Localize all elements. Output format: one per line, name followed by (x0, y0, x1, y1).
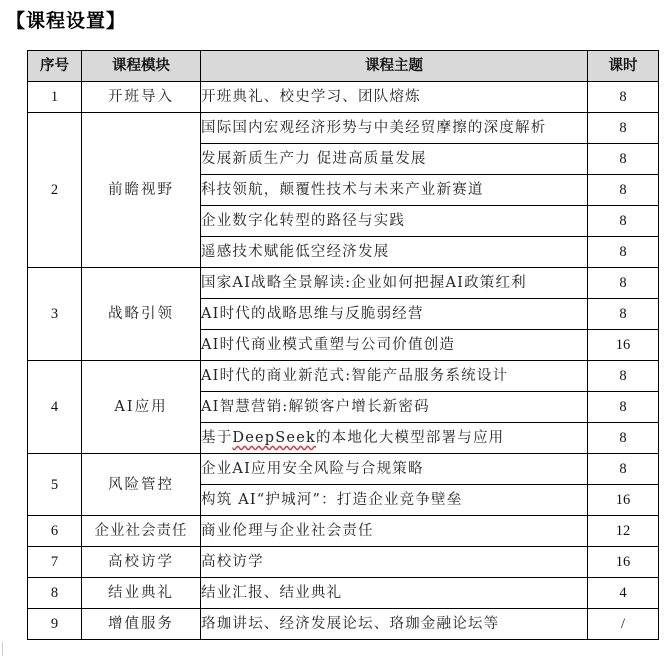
row-hours: 12 (588, 516, 659, 547)
row-topic: 遥感技术赋能低空经济发展 (201, 237, 588, 268)
row-module: AI应用 (82, 361, 201, 454)
table-row (28, 82, 659, 113)
row-topic: 科技领航，颠覆性技术与未来产业新赛道 (201, 175, 588, 206)
table-row (28, 268, 659, 299)
row-module: 企业社会责任 (82, 516, 201, 547)
row-module: 增值服务 (82, 609, 201, 640)
row-module: 战略引领 (82, 268, 201, 361)
table-row (28, 454, 659, 485)
table-header-row (28, 51, 659, 82)
row-topic: 企业数字化转型的路径与实践 (201, 206, 588, 237)
row-module: 风险管控 (82, 454, 201, 516)
row-index: 3 (28, 268, 82, 361)
row-index: 6 (28, 516, 82, 547)
row-topic: 高校访学 (201, 547, 588, 578)
row-index: 8 (28, 578, 82, 609)
row-hours: 16 (588, 485, 659, 516)
row-topic: 国家AI战略全景解读:企业如何把握AI政策红利 (201, 268, 588, 299)
row-hours: 8 (588, 237, 659, 268)
header-index: 序号 (28, 51, 82, 82)
row-module: 高校访学 (82, 547, 201, 578)
row-hours: 8 (588, 392, 659, 423)
row-index: 9 (28, 609, 82, 640)
row-hours: 4 (588, 578, 659, 609)
table-row (28, 609, 659, 640)
row-index: 7 (28, 547, 82, 578)
row-topic: 国际国内宏观经济形势与中美经贸摩擦的深度解析 (201, 113, 588, 144)
spellcheck-flagged-word[interactable]: DeepSeek (232, 430, 316, 446)
row-index: 5 (28, 454, 82, 516)
row-index: 2 (28, 113, 82, 268)
row-hours: 8 (588, 82, 659, 113)
table-row (28, 113, 659, 144)
row-module: 前瞻视野 (82, 113, 201, 268)
header-hours: 课时 (588, 51, 659, 82)
row-index: 1 (28, 82, 82, 113)
row-hours: 8 (588, 144, 659, 175)
row-hours: / (588, 609, 659, 640)
table-row (28, 578, 659, 609)
row-topic: 开班典礼、校史学习、团队熔炼 (201, 82, 588, 113)
row-hours: 8 (588, 175, 659, 206)
table-row (28, 516, 659, 547)
row-module: 结业典礼 (82, 578, 201, 609)
row-topic: 构筑 AI“护城河”：打造企业竞争壁垒 (201, 485, 588, 516)
row-topic: 结业汇报、结业典礼 (201, 578, 588, 609)
row-hours: 8 (588, 113, 659, 144)
row-module: 开班导入 (82, 82, 201, 113)
row-hours: 8 (588, 206, 659, 237)
row-topic: 商业伦理与企业社会责任 (201, 516, 588, 547)
course-table (27, 50, 659, 640)
row-topic: AI时代的商业新范式:智能产品服务系统设计 (201, 361, 588, 392)
row-index: 4 (28, 361, 82, 454)
row-topic: 发展新质生产力 促进高质量发展 (201, 144, 588, 175)
row-hours: 8 (588, 361, 659, 392)
row-topic: AI智慧营销:解锁客户增长新密码 (201, 392, 588, 423)
section-title: 【课程设置】 (6, 10, 127, 32)
row-hours: 8 (588, 454, 659, 485)
topic-prefix: 基于 (201, 430, 233, 446)
row-topic: AI时代的战略思维与反脆弱经营 (201, 299, 588, 330)
table-row (28, 361, 659, 392)
row-topic (201, 423, 588, 454)
table-row (28, 547, 659, 578)
row-hours: 16 (588, 330, 659, 361)
row-topic: 珞珈讲坛、经济发展论坛、珞珈金融论坛等 (201, 609, 588, 640)
row-topic: 企业AI应用安全风险与合规策略 (201, 454, 588, 485)
text-cursor-marker (2, 642, 3, 656)
header-module: 课程模块 (82, 51, 201, 82)
topic-suffix: 的本地化大模型部署与应用 (315, 430, 505, 446)
row-hours: 8 (588, 299, 659, 330)
row-hours: 16 (588, 547, 659, 578)
header-topic: 课程主题 (201, 51, 588, 82)
row-topic: AI时代商业模式重塑与公司价值创造 (201, 330, 588, 361)
row-hours: 8 (588, 423, 659, 454)
row-hours: 8 (588, 268, 659, 299)
